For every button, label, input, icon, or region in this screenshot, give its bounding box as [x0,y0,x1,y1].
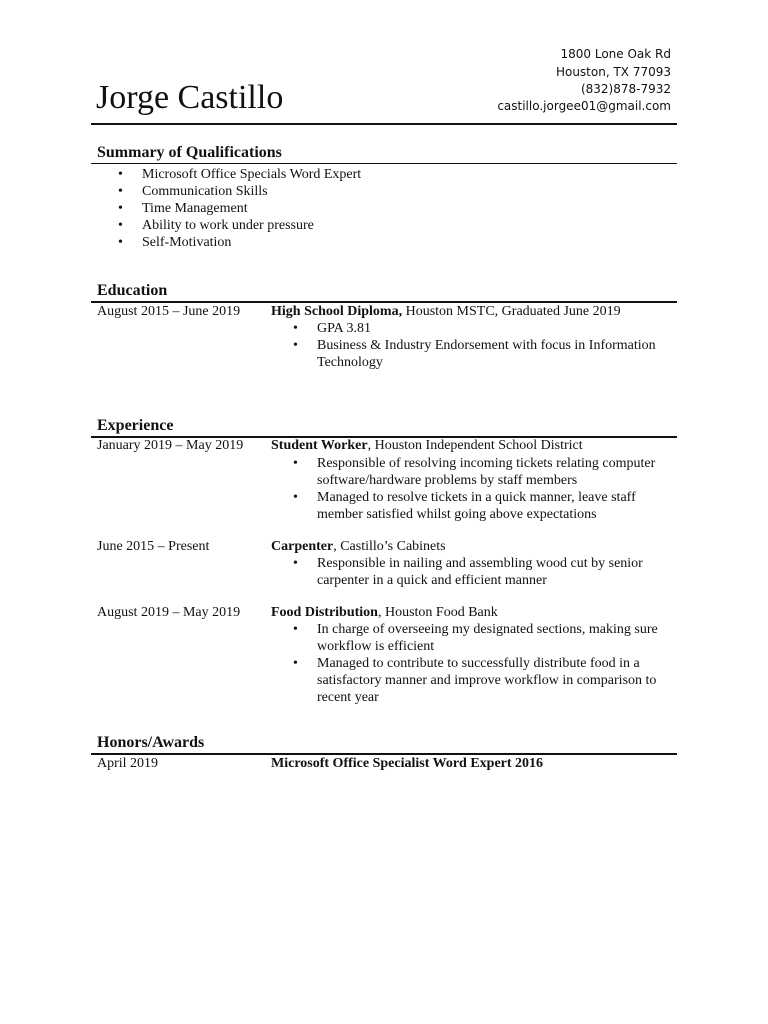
contact-address-line1: 1800 Lone Oak Rd [560,47,671,61]
contact-phone: (832)878-7932 [580,82,671,96]
contact-email: castillo.jorgee01@gmail.com [497,99,671,113]
summary-divider [91,163,677,164]
summary-list [142,166,662,251]
experience-bullet: • Responsible in nailing and assembling wood cut by senior carpenter in a quick and efficient manner [317,555,647,589]
experience-bullet: • Managed to resolve tickets in a quick manner, leave staff member satisfied whilst going above expectations [317,489,662,523]
experience-title: Food Distribution [271,605,378,620]
experience-bullet: • Responsible of resolving incoming tickets relating computer software/hardware problems by staff members [317,455,662,489]
education-detail: Houston MSTC, Graduated June 2019 [402,304,621,319]
education-bullet: • GPA 3.81 [317,320,677,337]
education-title-line [271,303,621,320]
experience-title-line [271,604,498,621]
experience-title-line [271,437,583,454]
summary-item: • Communication Skills [142,183,662,200]
experience-detail: , Houston Food Bank [377,605,498,620]
education-date: August 2015 – June 2019 [97,304,241,319]
summary-heading: Summary of Qualifications [97,144,282,161]
summary-item: • Time Management [142,200,662,217]
experience-bullet: • In charge of overseeing my designated sections, making sure workflow is efficient [317,621,662,655]
summary-item: • Microsoft Office Specials Word Expert [142,166,662,183]
summary-item: • Ability to work under pressure [142,217,662,234]
experience-date: August 2019 – May 2019 [97,605,241,620]
experience-date: June 2015 – Present [97,539,210,554]
experience-detail: , Houston Independent School District [367,438,583,453]
experience-bullet: • Managed to contribute to successfully distribute food in a satisfactory manner and improve workflow in comparison to recent year [317,655,662,706]
education-bullets [317,320,677,371]
contact-address-line2: Houston, TX 77093 [555,65,671,79]
experience-heading: Experience [97,417,174,434]
header-divider [91,123,677,125]
honors-heading: Honors/Awards [97,734,205,751]
education-heading: Education [97,282,168,299]
experience-title: Carpenter [271,539,334,554]
experience-bullets [317,555,647,589]
applicant-name: Jorge Castillo [96,79,284,116]
experience-title: Student Worker [271,438,368,453]
experience-bullets [317,621,662,706]
education-title: High School Diploma, [271,304,403,319]
honors-date: April 2019 [97,756,159,771]
experience-title-line [271,538,446,555]
education-bullet: • Business & Industry Endorsement with focus in Information Technology [317,337,677,371]
experience-detail: , Castillo’s Cabinets [333,539,446,554]
honors-title: Microsoft Office Specialist Word Expert 2016 [271,756,544,771]
summary-item: • Self-Motivation [142,234,662,251]
experience-bullets [317,455,662,523]
experience-date: January 2019 – May 2019 [97,438,244,453]
